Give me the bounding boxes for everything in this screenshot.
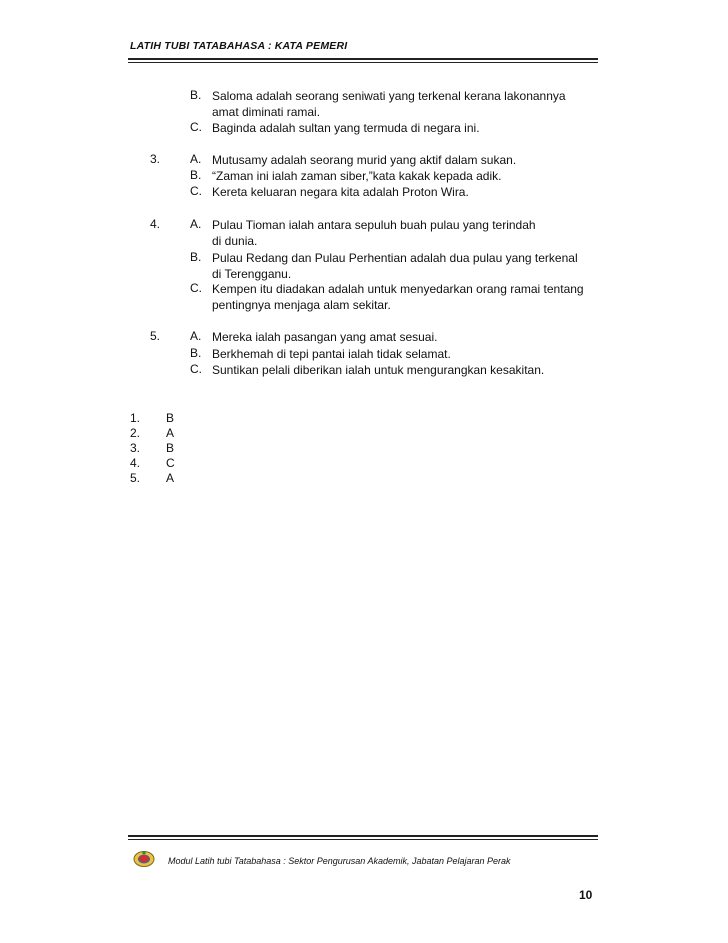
option-text <box>212 329 597 345</box>
option-text <box>212 168 597 184</box>
answer-letter: A <box>166 426 175 440</box>
option-line: Berkhemah di tepi pantai ialah tidak selamat. <box>212 347 451 361</box>
option-letter: C. <box>190 281 202 295</box>
option-text <box>212 217 597 249</box>
option-letter: C. <box>190 184 202 198</box>
option-letter: B. <box>190 250 202 264</box>
option-text <box>212 346 597 362</box>
option-text <box>212 120 597 136</box>
option-line: “Zaman ini ialah zaman siber,”kata kakak kepada adik. <box>212 169 502 183</box>
option-letter: A. <box>190 329 202 343</box>
option-line: Kereta keluaran negara kita adalah Proton Wira. <box>212 185 469 199</box>
answer-letter: A <box>166 471 175 485</box>
question-number: 5. <box>150 329 161 343</box>
option-letter: B. <box>190 168 202 182</box>
answer-number: 2. <box>130 426 141 440</box>
option-line: Suntikan pelali diberikan ialah untuk mengurangkan kesakitan. <box>212 363 545 377</box>
option-line: Pulau Tioman ialah antara sepuluh buah pulau yang terindah <box>212 218 536 232</box>
page-number: 10 <box>579 888 593 902</box>
option-line: Mereka ialah pasangan yang amat sesuai. <box>212 330 438 344</box>
option-text <box>212 88 597 120</box>
option-text <box>212 250 597 282</box>
option-letter: C. <box>190 120 202 134</box>
answer-number: 5. <box>130 471 141 485</box>
question-number: 3. <box>150 152 161 166</box>
option-letter: B. <box>190 88 202 102</box>
option-letter: B. <box>190 346 202 360</box>
option-line: amat diminati ramai. <box>212 105 321 119</box>
option-line: Pulau Redang dan Pulau Perhentian adalah dua pulau yang terkenal <box>212 251 578 265</box>
option-line: Baginda adalah sultan yang termuda di negara ini. <box>212 121 480 135</box>
option-text <box>212 281 597 313</box>
option-letter: C. <box>190 362 202 376</box>
answer-number: 1. <box>130 411 141 425</box>
option-line: Kempen itu diadakan adalah untuk menyedarkan orang ramai tentang <box>212 282 584 296</box>
answer-letter: C <box>166 456 175 470</box>
crest-logo-icon <box>133 849 155 867</box>
option-text <box>212 184 597 200</box>
option-line: Saloma adalah seorang seniwati yang terkenal kerana lakonannya <box>212 89 566 103</box>
option-text <box>212 362 597 378</box>
answer-letter: B <box>166 411 175 425</box>
option-line: di Terengganu. <box>212 267 292 281</box>
header-title: LATIH TUBI TATABAHASA : KATA PEMERI <box>130 40 348 52</box>
answer-letter: B <box>166 441 175 455</box>
footer-rule <box>128 835 598 840</box>
option-text <box>212 152 597 168</box>
option-line: di dunia. <box>212 234 258 248</box>
question-number: 4. <box>150 217 161 231</box>
answer-number: 3. <box>130 441 141 455</box>
option-line: Mutusamy adalah seorang murid yang aktif dalam sukan. <box>212 153 517 167</box>
option-line: pentingnya menjaga alam sekitar. <box>212 298 391 312</box>
header-rule <box>128 58 598 63</box>
option-letter: A. <box>190 152 202 166</box>
answer-number: 4. <box>130 456 141 470</box>
option-letter: A. <box>190 217 202 231</box>
footer-text: Modul Latih tubi Tatabahasa : Sektor Pengurusan Akademik, Jabatan Pelajaran Perak <box>168 856 511 866</box>
